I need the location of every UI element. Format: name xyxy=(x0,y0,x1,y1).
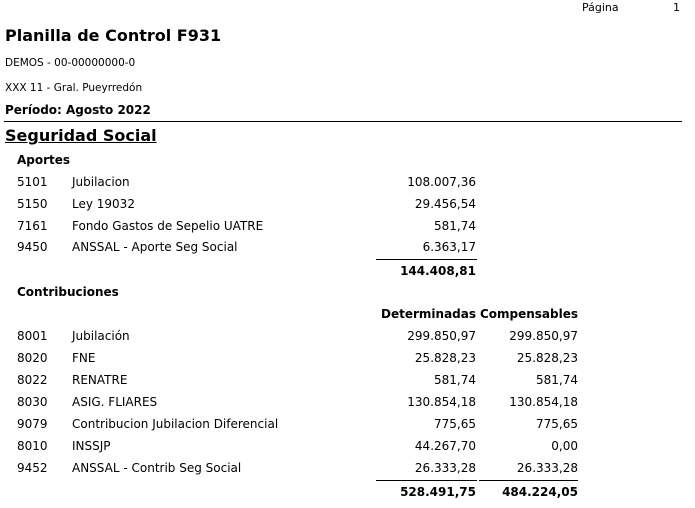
table-row xyxy=(0,351,695,371)
row-code: 8010 xyxy=(17,439,48,453)
table-row xyxy=(0,373,695,393)
company-info: DEMOS - 00-00000000-0 xyxy=(5,57,136,69)
row-description: INSSJP xyxy=(72,439,111,453)
row-code: 8001 xyxy=(17,329,48,343)
section-title: Seguridad Social xyxy=(5,126,157,145)
row-determinadas: 775,65 xyxy=(434,417,476,431)
row-code: 9452 xyxy=(17,461,48,475)
compensables-total-rule xyxy=(479,480,578,481)
row-determinadas: 581,74 xyxy=(434,373,476,387)
table-row xyxy=(0,461,695,481)
row-description: Contribucion Jubilacion Diferencial xyxy=(72,417,279,431)
total-compensables: 484.224,05 xyxy=(502,485,578,499)
total-determinadas: 528.491,75 xyxy=(400,485,476,499)
table-row xyxy=(0,197,695,217)
page-number: 1 xyxy=(673,1,680,14)
row-compensables: 25.828,23 xyxy=(516,351,578,365)
table-row xyxy=(0,329,695,349)
column-header-compensables: Compensables xyxy=(479,307,578,321)
row-description: Fondo Gastos de Sepelio UATRE xyxy=(72,219,264,233)
row-determinadas: 299.850,97 xyxy=(407,329,476,343)
row-code: 9079 xyxy=(17,417,48,431)
aportes-total: 144.408,81 xyxy=(400,264,476,278)
contribuciones-heading: Contribuciones xyxy=(17,285,119,299)
branch-info: XXX 11 - Gral. Pueyrredón xyxy=(5,82,143,94)
contribuciones-total-row xyxy=(0,485,695,505)
row-determinadas: 26.333,28 xyxy=(414,461,476,475)
table-row xyxy=(0,219,695,239)
column-header-determinadas: Determinadas xyxy=(381,307,476,321)
row-description: ANSSAL - Aporte Seg Social xyxy=(72,240,238,254)
table-row xyxy=(0,395,695,415)
row-description: Jubilación xyxy=(72,329,130,343)
row-compensables: 299.850,97 xyxy=(509,329,578,343)
row-code: 7161 xyxy=(17,219,48,233)
row-amount: 6.363,17 xyxy=(422,240,476,254)
column-header-row xyxy=(0,307,695,327)
row-compensables: 0,00 xyxy=(551,439,578,453)
row-determinadas: 44.267,70 xyxy=(414,439,476,453)
row-determinadas: 130.854,18 xyxy=(407,395,476,409)
row-description: FNE xyxy=(72,351,96,365)
row-code: 5101 xyxy=(17,175,48,189)
row-compensables: 775,65 xyxy=(536,417,578,431)
row-compensables: 130.854,18 xyxy=(509,395,578,409)
row-compensables: 581,74 xyxy=(536,373,578,387)
report-title: Planilla de Control F931 xyxy=(5,26,222,45)
aportes-total-row xyxy=(0,264,695,284)
row-description: Ley 19032 xyxy=(72,197,135,211)
row-description: RENATRE xyxy=(72,373,128,387)
table-row xyxy=(0,417,695,437)
row-description: ASIG. FLIARES xyxy=(72,395,158,409)
row-code: 8030 xyxy=(17,395,48,409)
page-label: Página xyxy=(582,1,619,14)
determinadas-total-rule xyxy=(376,480,477,481)
table-row xyxy=(0,175,695,195)
row-description: ANSSAL - Contrib Seg Social xyxy=(72,461,242,475)
row-amount: 29.456,54 xyxy=(414,197,476,211)
row-amount: 108.007,36 xyxy=(407,175,476,189)
row-determinadas: 25.828,23 xyxy=(414,351,476,365)
row-code: 5150 xyxy=(17,197,48,211)
header-divider xyxy=(4,121,682,122)
row-code: 9450 xyxy=(17,240,48,254)
row-code: 8022 xyxy=(17,373,48,387)
aportes-total-rule xyxy=(376,259,477,260)
table-row xyxy=(0,439,695,459)
period-label: Período: Agosto 2022 xyxy=(5,103,151,117)
aportes-heading: Aportes xyxy=(17,153,71,167)
row-code: 8020 xyxy=(17,351,48,365)
row-amount: 581,74 xyxy=(434,219,476,233)
table-row xyxy=(0,240,695,260)
row-compensables: 26.333,28 xyxy=(516,461,578,475)
row-description: Jubilacion xyxy=(72,175,130,189)
